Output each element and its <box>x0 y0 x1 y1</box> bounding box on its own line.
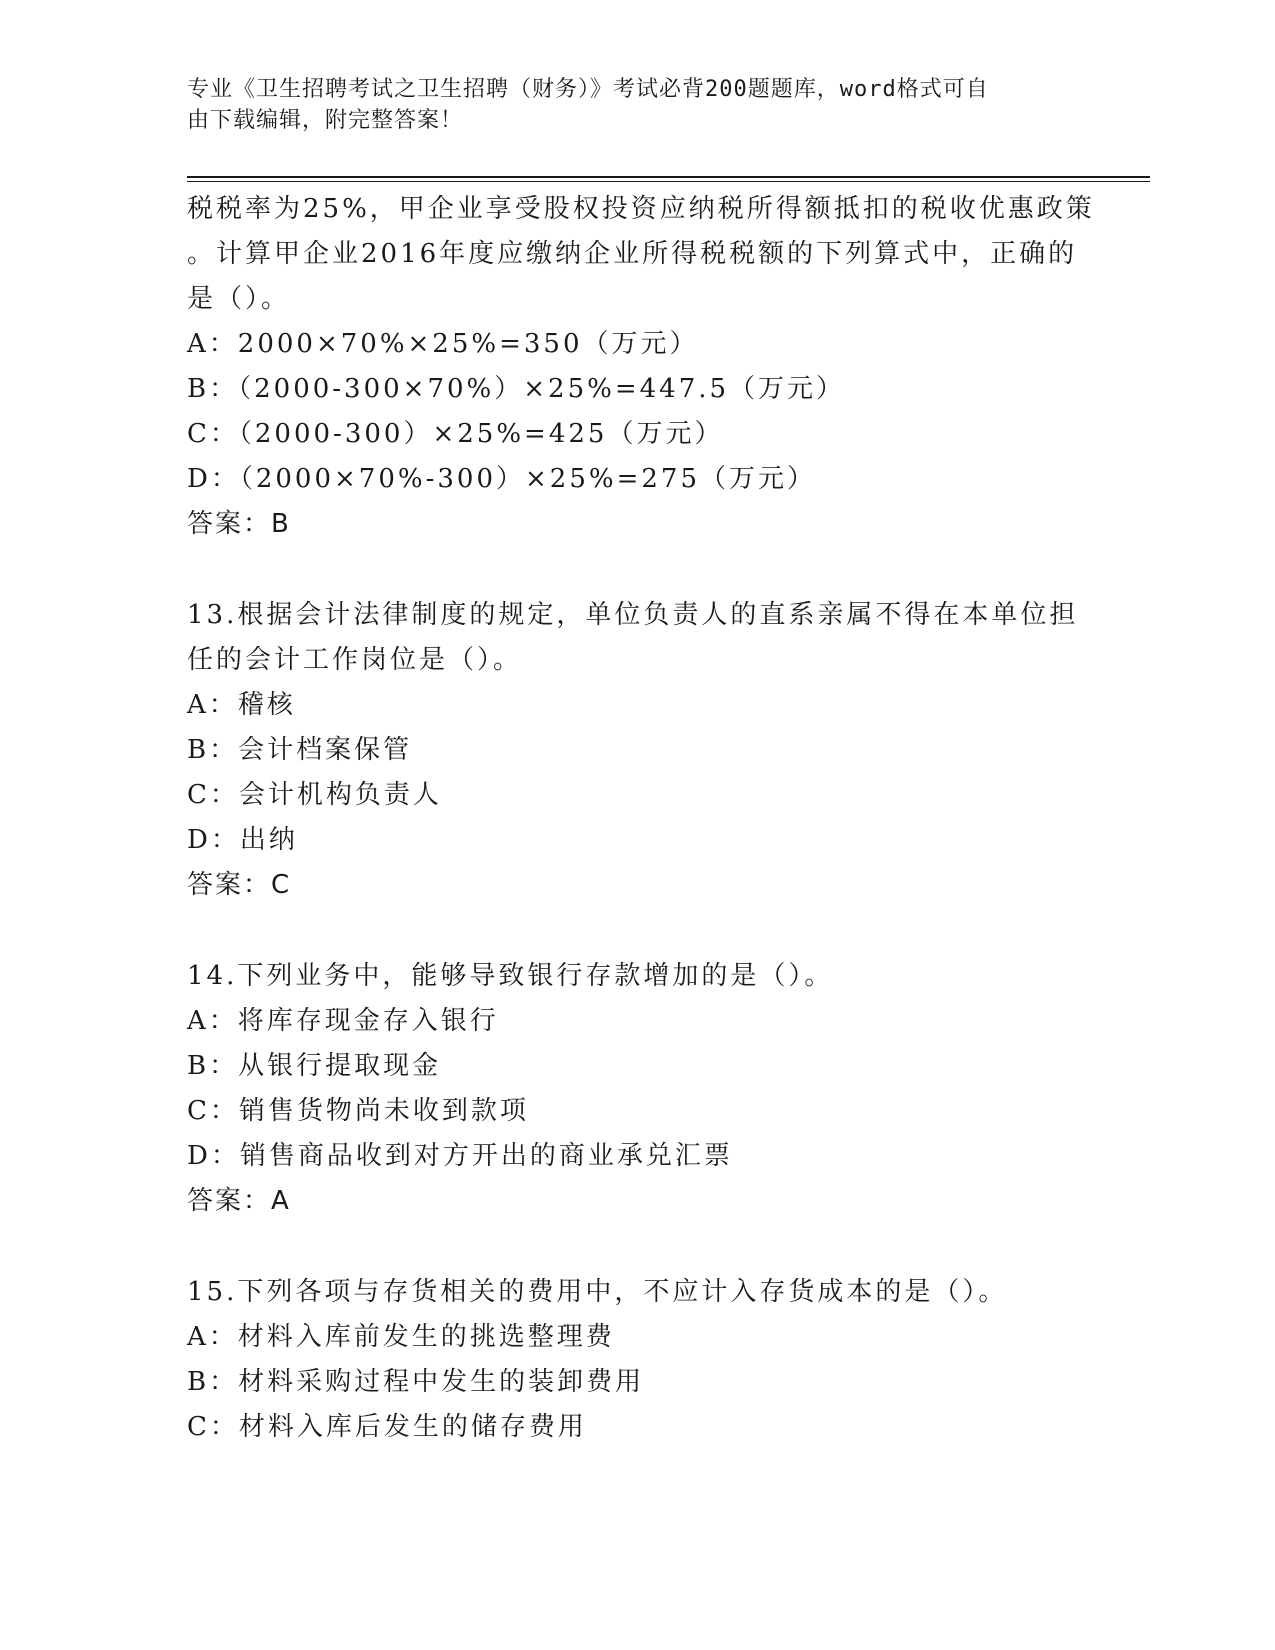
question-14-option-c: C：销售货物尚未收到款项 <box>187 1096 529 1126</box>
question-13-option-a: A：稽核 <box>187 690 296 720</box>
question-13-answer: 答案：C <box>187 870 292 900</box>
question-spacer <box>187 1224 1087 1270</box>
question-15-option-c: C：材料入库后发生的储存费用 <box>187 1412 587 1442</box>
question-12-option-c: C：（2000-300）×25%=425（万元） <box>187 419 724 449</box>
question-13-stem-line-2: 任的会计工作岗位是（）。 <box>187 645 523 675</box>
header-divider-thin <box>187 181 1150 182</box>
question-12-option-a: A：2000×70%×25%=350（万元） <box>187 329 699 359</box>
question-13-option-c: C：会计机构负责人 <box>187 780 442 810</box>
question-14-option-b: B：从银行提取现金 <box>187 1051 442 1081</box>
question-list <box>187 187 1095 1450</box>
question-12-stem-line-2: 。计算甲企业2016年度应缴纳企业所得税税额的下列算式中，正确的 <box>187 239 1078 269</box>
question-spacer <box>187 908 1087 954</box>
question-14-stem-line-1: 14.下列业务中，能够导致银行存款增加的是（）。 <box>187 961 834 991</box>
question-12-stem-line-3: 是（）。 <box>187 284 291 314</box>
question-12 <box>187 187 1095 547</box>
question-15-stem-line-1: 15.下列各项与存货相关的费用中，不应计入存货成本的是（）。 <box>187 1277 1008 1307</box>
question-13 <box>187 593 1087 908</box>
question-15-option-a: A：材料入库前发生的挑选整理费 <box>187 1322 615 1352</box>
question-14-option-d: D：销售商品收到对方开出的商业承兑汇票 <box>187 1141 733 1171</box>
question-14-answer: 答案：A <box>187 1186 291 1216</box>
question-15-option-b: B：材料采购过程中发生的装卸费用 <box>187 1367 645 1397</box>
header-line-2: 由下载编辑，附完整答案！ <box>187 108 464 133</box>
question-12-answer: 答案：B <box>187 509 291 539</box>
question-12-option-b: B：（2000-300×70%）×25%=447.5（万元） <box>187 374 846 404</box>
question-13-option-d: D：出纳 <box>187 825 298 855</box>
question-spacer <box>187 547 1087 593</box>
question-13-option-b: B：会计档案保管 <box>187 735 413 765</box>
question-12-stem-line-1: 税税率为25%，甲企业享受股权投资应纳税所得额抵扣的税收优惠政策 <box>187 194 1095 224</box>
question-12-option-d: D：（2000×70%-300）×25%=275（万元） <box>187 464 816 494</box>
question-14-option-a: A：将库存现金存入银行 <box>187 1006 499 1036</box>
header-line-1: 专业《卫生招聘考试之卫生招聘（财务）》考试必背200题题库，word格式可自 <box>187 77 989 102</box>
document-header <box>187 74 1067 136</box>
question-15 <box>187 1270 1087 1450</box>
question-13-stem-line-1: 13.根据会计法律制度的规定，单位负责人的直系亲属不得在本单位担 <box>187 600 1079 630</box>
question-14 <box>187 954 1087 1224</box>
header-divider-thick <box>187 176 1150 178</box>
